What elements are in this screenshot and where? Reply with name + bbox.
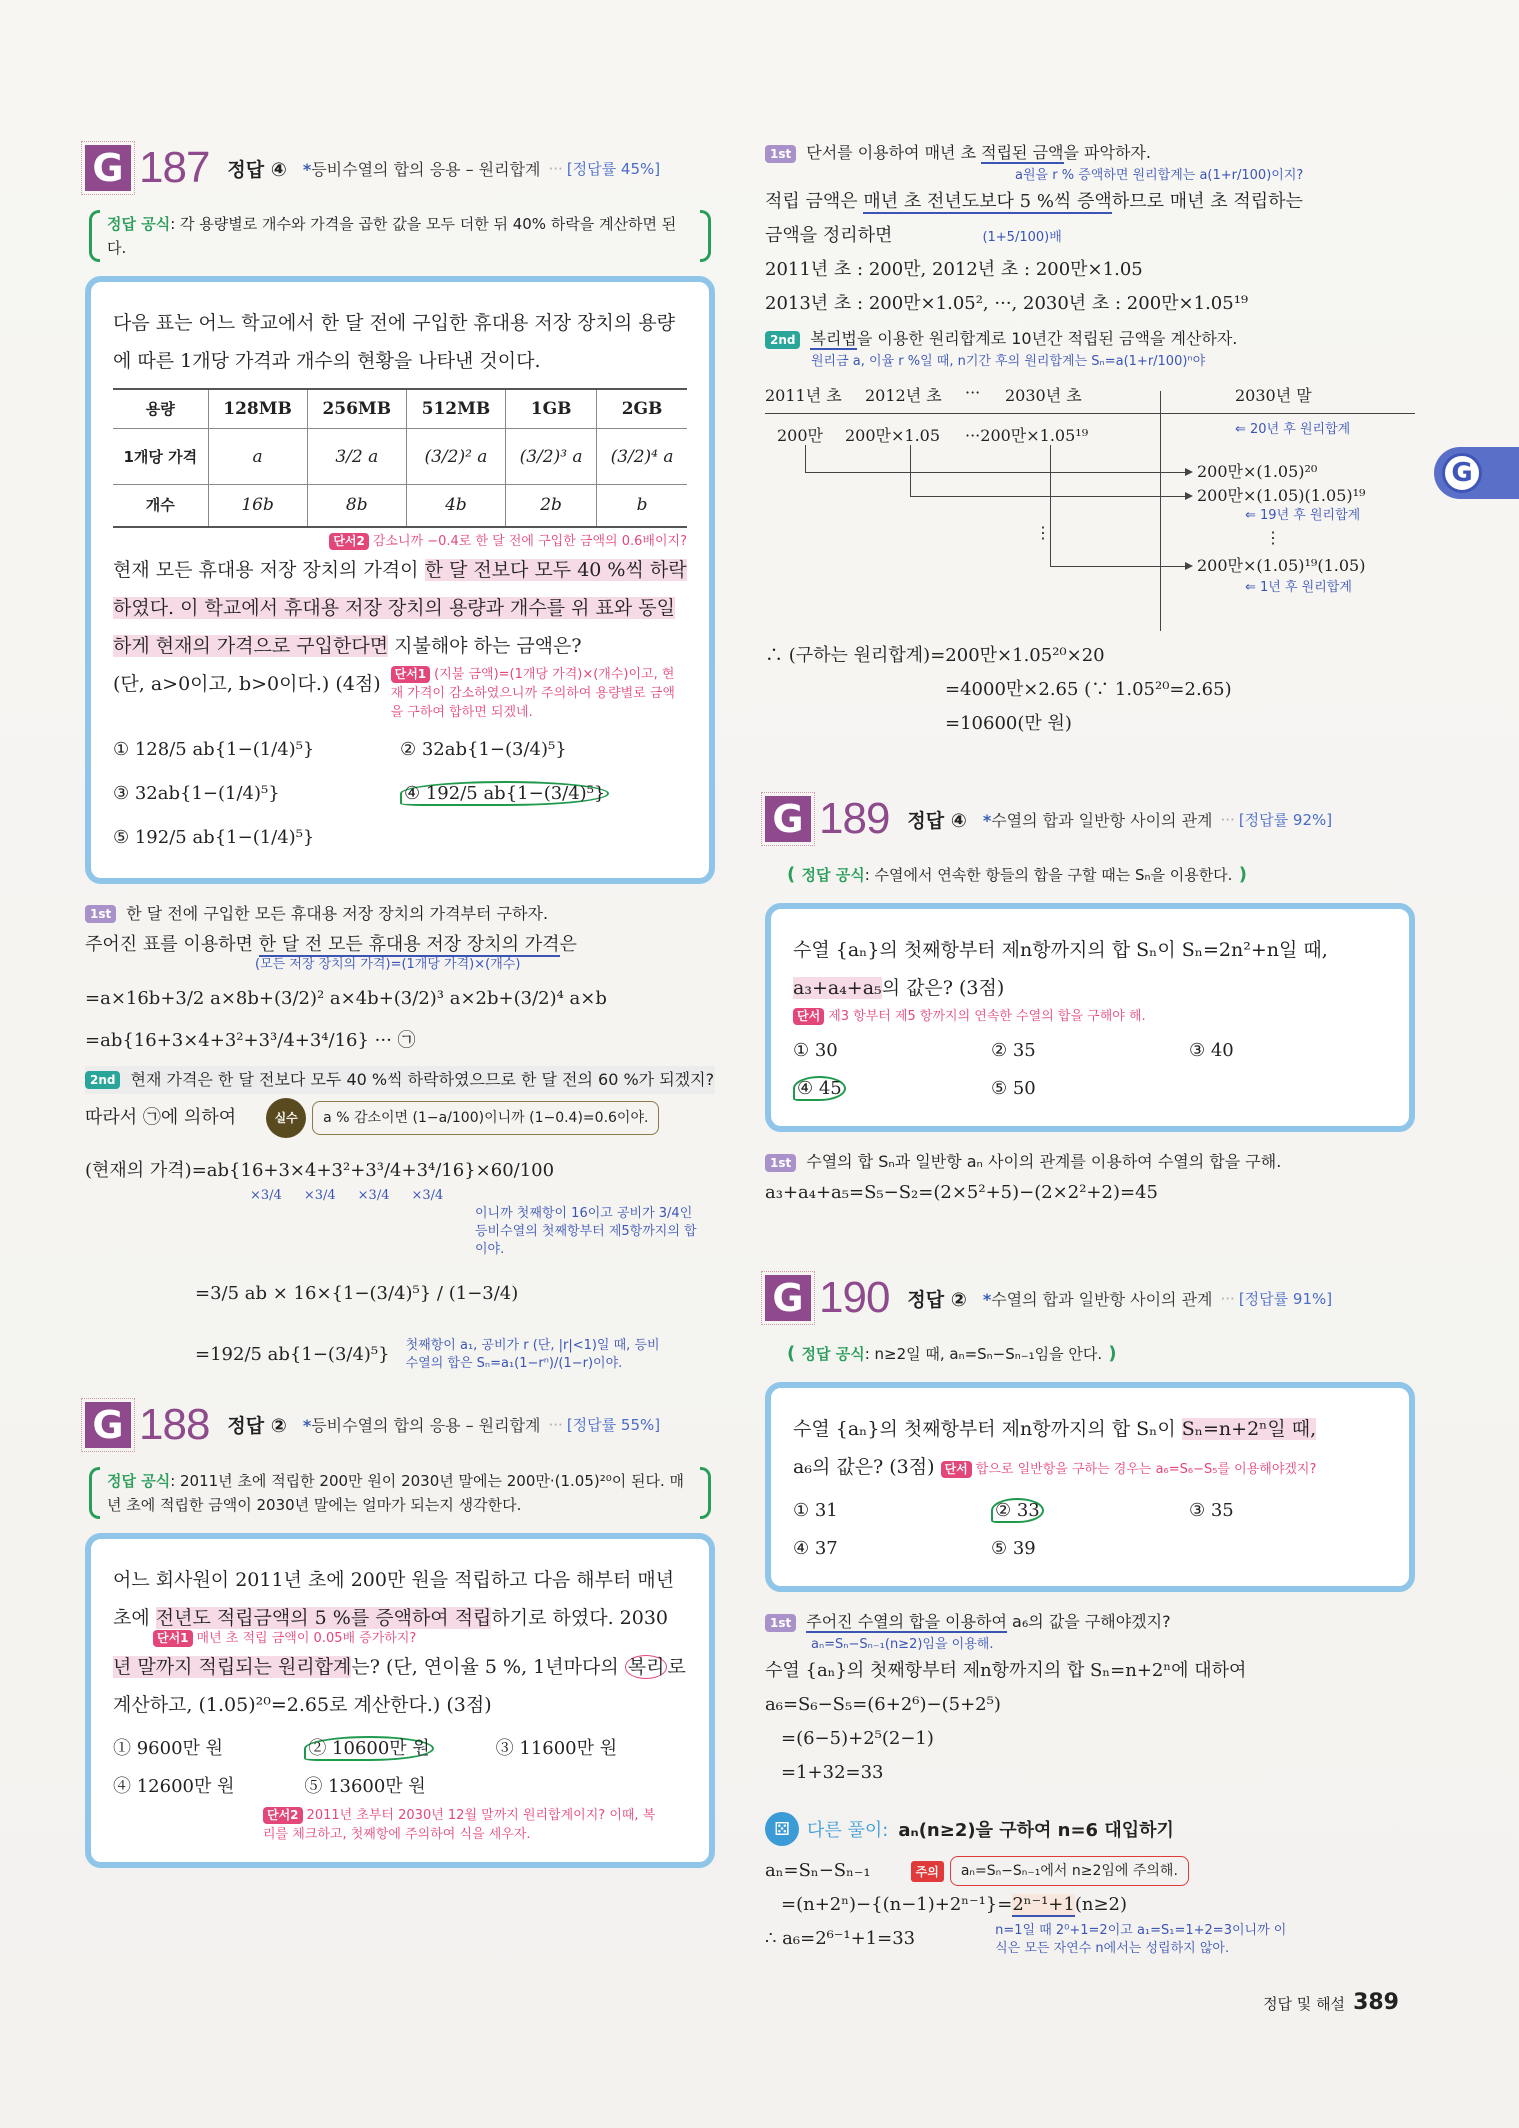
star-icon: *	[982, 1289, 992, 1309]
correct-rate: ··· [정답률 45%]	[548, 159, 661, 178]
correct-circle-mark: ② 33	[991, 1498, 1044, 1523]
table-row-price: 1개당 가격 a 3/2 a (3/2)² a (3/2)³ a (3/2)⁴ a	[113, 429, 687, 485]
topic: *수열의 합과 일반항 사이의 관계	[982, 1289, 1213, 1309]
correct-circle-mark: ② 10600만 원	[304, 1736, 433, 1761]
step-1: 1st 주어진 수열의 합을 이용하여 a₆의 값을 구해야겠지?	[765, 1608, 1415, 1636]
g-circle-icon: G	[1442, 453, 1482, 493]
answer-formula: 정답 공식: 각 용량별로 개수와 가격을 곱한 값을 모두 더한 뒤 40% 하락을 계산하면 된다.	[85, 210, 715, 262]
equation: a₃+a₄+a₅=S₅−S₂=(2×5²+5)−(2×2²+2)=45	[765, 1182, 1158, 1203]
correct-rate: ··· [정답률 55%]	[548, 1416, 661, 1434]
choices-189	[793, 1032, 1387, 1108]
solution-line: 2011년 초 : 200만, 2012년 초 : 200만×1.05	[765, 259, 1143, 280]
choice-1[interactable]: ① 9600만 원	[113, 1737, 224, 1759]
choice-1[interactable]: ① 128/5 ab{1−(1/4)⁵}	[113, 738, 315, 760]
capacity-table	[113, 388, 687, 528]
step-badge: 1st	[85, 905, 116, 923]
question-number: 188	[139, 1399, 210, 1449]
calc-line: =4000만×2.65 (∵ 1.05²⁰=2.65)	[945, 679, 1232, 700]
equation: =a×16b+3/2 a×8b+(3/2)² a×4b+(3/2)³ a×2b+(3/2)⁴ a×b	[85, 987, 607, 1009]
question-box-187	[85, 276, 715, 884]
solution-line: 주어진 표를 이용하면 한 달 전 모든 휴대용 저장 장치의 가격은	[85, 933, 577, 955]
timeline-label: 2012년 초	[865, 386, 942, 405]
final-row: =192/5 ab{1−(3/4)⁵} 첫째항이 a₁, 공비가 r (단, |r|<1)일 때, 등비수열의 합은 Sₙ=a₁(1−rⁿ)/(1−r)이야.	[195, 1337, 715, 1373]
question-number: 190	[819, 1273, 890, 1322]
step-2: 2nd 복리법을 이용한 원리합계로 10년간 적립된 금액을 계산하자.	[765, 325, 1415, 353]
solution-line: 수열 {aₙ}의 첫째항부터 제n항까지의 합 Sₙ=n+2ⁿ에 대하여	[765, 1660, 1247, 1681]
choices-190	[793, 1492, 1387, 1568]
page-footer	[1263, 1990, 1399, 2015]
hint-1: 단서1 매년 초 적립 금액이 0.05배 증가하지?	[153, 1629, 687, 1648]
topic: *등비수열의 합의 응용 – 원리합계	[302, 159, 541, 179]
question-box-190	[765, 1382, 1415, 1592]
choice-2-correct[interactable]	[304, 1730, 495, 1768]
question-text: 현재 모든 휴대용 저장 장치의 가격이 한 달 전보다 모두 40 %씩 하락하였다. 이 학교에서 휴대용 저장 장치의 용량과 개수를 위 표와 동일하게 현재의 가격으로 구입한다면 지불해야 하는 금액은?	[113, 558, 687, 657]
timeline-label: ···	[965, 383, 981, 402]
timeline-label: 2030년 말	[1235, 386, 1312, 405]
answer-formula: 정답 공식: 2011년 초에 적립한 200만 원이 2030년 말에는 200만·(1.05)²⁰이 된다. 매년 초에 적립한 금액이 2030년 말에는 얼마가 되는지 생각한다.	[85, 1467, 715, 1519]
step-2: 2nd 현재 가격은 한 달 전보다 모두 40 %씩 하락하였으므로 한 달 전의 60 %가 되겠지?	[85, 1066, 715, 1094]
choice-4-correct[interactable]	[793, 1070, 991, 1108]
step-badge: 2nd	[765, 331, 800, 349]
equation: =(6−5)+2⁵(2−1)	[781, 1728, 934, 1749]
question-condition-row: (단, a>0이고, b>0이다.) (4점) 단서1 (지불 금액)=(1개당 가격)×(개수)이고, 현재 가격이 감소하였으니까 주의하여 용량별로 금액을 구하여 합하면 되겠네.	[113, 665, 687, 722]
arrow-head-icon	[1185, 492, 1193, 500]
choice-4[interactable]: ④ 37	[793, 1538, 838, 1559]
q187-header	[85, 140, 715, 196]
equation: a₆=S₆−S₅=(6+2⁶)−(5+2⁵)	[765, 1694, 1001, 1715]
calc-line: ∴ (구하는 원리합계)=200만×1.05²⁰×20	[765, 645, 1105, 666]
q190-header	[765, 1270, 1415, 1326]
choices-188	[113, 1730, 687, 1806]
hint: 단서 합으로 일반항을 구하는 경우는 a₆=S₆−S₅를 이용해야겠지?	[941, 1462, 1317, 1477]
caution-callout: 주의 aₙ=Sₙ−Sₙ₋₁에서 n≥2임에 주의해.	[911, 1856, 1189, 1886]
q188-header	[85, 1397, 715, 1453]
footer-section: 정답 및 해설	[1263, 1995, 1346, 2013]
answer-label: 정답 ②	[227, 1415, 287, 1437]
caution-icon: 주의	[911, 1861, 944, 1882]
choice-5[interactable]: ⑤ 50	[991, 1078, 1036, 1099]
equation: =(n+2ⁿ)−{(n−1)+2ⁿ⁻¹}=2ⁿ⁻¹+1(n≥2)	[781, 1894, 1127, 1915]
g-chapter-icon: G	[765, 1275, 811, 1321]
sum-note: 첫째항이 a₁, 공비가 r (단, |r|<1)일 때, 등비수열의 합은 Sₙ=a₁(1−rⁿ)/(1−r)이야.	[405, 1337, 660, 1371]
g-chapter-icon: G	[765, 796, 811, 842]
solution-line: 적립 금액은 매년 초 전년도보다 5 %씩 증액하므로 매년 초 적립하는	[765, 191, 1303, 212]
choice-3[interactable]: ③ 35	[1189, 1500, 1234, 1521]
calc-line: =10600(만 원)	[945, 713, 1072, 734]
g-chapter-icon: G	[85, 145, 131, 191]
table-row-count: 개수 16b 8b 4b 2b b	[113, 485, 687, 527]
question-text-cont: 년 말까지 적립되는 원리합계는? (단, 연이율 5 %, 1년마다의 복리 로 계산하고, (1.05)²⁰=2.65로 계산한다.) (3점)	[113, 1655, 686, 1716]
choice-1[interactable]: ① 31	[793, 1500, 838, 1521]
ratio-note: 이니까 첫째항이 16이고 공비가 3/4인 등비수열의 첫째항부터 제5항까지의 합이야.	[475, 1205, 697, 1257]
answer-label: 정답 ④	[227, 158, 287, 181]
question-text: 수열 {aₙ}의 첫째항부터 제n항까지의 합 Sₙ이 Sₙ=2n²+n일 때,	[793, 939, 1328, 961]
step-badge: 1st	[765, 145, 796, 163]
equation: (현재의 가격)=ab{16+3×4+3²+3³/4+3⁴/16}×60/100	[85, 1159, 555, 1181]
star-icon: *	[982, 810, 992, 830]
hint-2: 단서2 감소니까 −0.4로 한 달 전에 구입한 금액의 0.6배이지?	[113, 532, 687, 551]
answer-formula: ( 정답 공식: 수열에서 연속한 항들의 합을 구할 때는 Sₙ을 이용한다. )	[787, 864, 1247, 885]
correct-rate: ··· [정답률 92%]	[1220, 810, 1333, 829]
question-intro: 다음 표는 어느 학교에서 한 달 전에 구입한 휴대용 저장 장치의 용량에 따른 1개당 가격과 개수의 현황을 나타낸 것이다.	[113, 312, 675, 372]
question-text-cont: a₃+a₄+a₅의 값은? (3점)	[793, 977, 1005, 999]
step-note: aₙ=Sₙ−Sₙ₋₁(n≥2)임을 이용해.	[811, 1637, 994, 1652]
correct-circle-mark: ④ 192/5 ab{1−(3/4)⁵}	[400, 781, 609, 806]
arrow-line	[1050, 445, 1185, 567]
table-header-row: 용량 128MB 256MB 512MB 1GB 2GB	[113, 389, 687, 429]
question-box-188	[85, 1533, 715, 1868]
choice-2[interactable]: ② 32ab{1−(3/4)⁵}	[400, 738, 567, 760]
choice-3[interactable]: ③ 32ab{1−(1/4)⁵}	[113, 782, 280, 804]
alternative-solution: ⚄ 다른 풀이: aₙ(n≥2)을 구하여 n=6 대입하기	[765, 1812, 1415, 1846]
correct-circle-mark: ④ 45	[793, 1076, 846, 1101]
choice-1[interactable]: ① 30	[793, 1040, 838, 1061]
topic: *등비수열의 합의 응용 – 원리합계	[302, 1416, 541, 1435]
alt-row: aₙ=Sₙ−Sₙ₋₁ 주의 aₙ=Sₙ−Sₙ₋₁에서 n≥2임에 주의해.	[765, 1854, 1415, 1888]
hint: 단서 제3 항부터 제5 항까지의 연속한 수열의 합을 구해야 해.	[793, 1007, 1387, 1026]
choice-2-correct[interactable]	[991, 1492, 1189, 1530]
solution-line: 금액을 정리하면 (1+5/100)배	[765, 225, 1062, 246]
mistake-icon: 실수	[266, 1098, 306, 1138]
mistake-row: 따라서 ㉠에 의하여 실수 a % 감소이면 (1−a/100)이니까 (1−0.4)=0.6이야.	[85, 1098, 715, 1138]
choice-4[interactable]: ④ 12600만 원	[113, 1775, 235, 1797]
page-number: 389	[1353, 1990, 1399, 2015]
step-note: (모든 저장 장치의 가격)=(1개당 가격)×(개수)	[255, 956, 521, 972]
q189-header	[765, 791, 1415, 847]
choice-5[interactable]: ⑤ 13600만 원	[304, 1775, 426, 1797]
question-text: 수열 {aₙ}의 첫째항부터 제n항까지의 합 Sₙ이 Sₙ=n+2ⁿ일 때,	[793, 1418, 1317, 1440]
choice-5[interactable]: ⑤ 192/5 ab{1−(1/4)⁵}	[113, 826, 315, 848]
question-text-cont: a₆의 값은? (3점) 단서 합으로 일반항을 구하는 경우는 a₆=S₆−S₅를 이용해야겠지?	[793, 1456, 1317, 1478]
right-column	[765, 135, 1415, 1958]
question-box-189	[765, 903, 1415, 1132]
equation: =3/5 ab × 16×{1−(3/4)⁵} / (1−3/4)	[195, 1282, 519, 1304]
equation: =ab{16+3×4+3²+3³/4+3⁴/16} ··· ㉠	[85, 1029, 416, 1051]
choice-4-correct[interactable]	[400, 772, 687, 816]
chapter-side-tab[interactable]	[1434, 447, 1519, 499]
hint-2: 단서2 2011년 초부터 2030년 12월 말까지 원리합계이지? 이때, 복리를 체크하고, 첫째항에 주의하여 식을 세우자.	[263, 1807, 656, 1842]
g-chapter-icon: G	[85, 1402, 131, 1448]
step-badge: 2nd	[85, 1071, 120, 1089]
step-badge: 1st	[765, 1614, 796, 1632]
equation: =1+32=33	[781, 1762, 884, 1783]
step-note: 원리금 a, 이율 r %일 때, n기간 후의 원리합계는 Sₙ=a(1+r/100)ⁿ야	[811, 354, 1206, 369]
arrow-head-icon	[1185, 562, 1193, 570]
timeline-axis	[765, 413, 1415, 414]
left-column	[85, 140, 715, 1884]
alt-final-row: ∴ a₆=2⁶⁻¹+1=33 n=1일 때 2⁰+1=2이고 a₁=S₁=1+2=3이니까 이 식은 모든 자연수 n에서는 성립하지 않아.	[765, 1922, 1415, 1958]
answer-label: 정답 ④	[907, 809, 967, 832]
choice-2[interactable]: ② 35	[991, 1040, 1036, 1061]
step-badge: 1st	[765, 1154, 796, 1172]
answer-label: 정답 ②	[907, 1288, 967, 1311]
solution-line: 2013년 초 : 200만×1.05², ···, 2030년 초 : 200만×1.05¹⁹	[765, 293, 1249, 314]
step-1: 1st 수열의 합 Sₙ과 일반항 aₙ 사이의 관계를 이용하여 수열의 합을 구해.	[765, 1148, 1415, 1176]
star-icon: *	[302, 159, 312, 179]
ratio-marks: ×3/4 ×3/4 ×3/4 ×3/4	[250, 1187, 444, 1203]
choice-3[interactable]: ③ 40	[1189, 1040, 1234, 1061]
hint-1: 단서1 (지불 금액)=(1개당 가격)×(개수)이고, 현재 가격이 감소하였으니까 주의하여 용량별로 금액을 구하여 합하면 되겠네.	[390, 666, 675, 720]
step-1: 1st 한 달 전에 구입한 모든 휴대용 저장 장치의 가격부터 구하자.	[85, 900, 715, 928]
question-number: 187	[139, 143, 210, 192]
step-note: a원을 r % 증액하면 원리합계는 a(1+r/100)이지?	[1015, 168, 1304, 183]
dice-icon: ⚄	[765, 1812, 799, 1846]
star-icon: *	[302, 1416, 312, 1435]
timeline-diagram: 2011년 초 2012년 초 ··· 2030년 초 2030년 말 200만 200만×1.05 ···200만×1.05¹⁹ ⇐ 20년 후 원리합계 200만×(1.05)²⁰ 200만×(1.05)(1.05)¹⁹ ⇐ 19년 후 원리합계 ⋮ ⋮ 200만×(1.05)¹⁹(1.05) ⇐ 1년 후 원리합계	[765, 383, 1415, 633]
choices-187	[113, 728, 687, 860]
mistake-callout: 실수 a % 감소이면 (1−a/100)이니까 (1−0.4)=0.6이야.	[266, 1098, 659, 1138]
topic: *수열의 합과 일반항 사이의 관계	[982, 810, 1213, 830]
timeline-label: 2030년 초	[1005, 386, 1082, 405]
choice-5[interactable]: ⑤ 39	[991, 1538, 1036, 1559]
arrow-head-icon	[1185, 468, 1193, 476]
alt-note: n=1일 때 2⁰+1=2이고 a₁=S₁=1+2=3이니까 이 식은 모든 자연수 n에서는 성립하지 않아.	[995, 1923, 1287, 1956]
circled-compound: 복리	[625, 1655, 668, 1679]
correct-rate: ··· [정답률 91%]	[1220, 1289, 1333, 1308]
question-text: 어느 회사원이 2011년 초에 200만 원을 적립하고 다음 해부터 매년 초에 전년도 적립금액의 5 %를 증액하여 적립하기로 하였다. 2030	[113, 1568, 675, 1629]
timeline-label: 2011년 초	[765, 386, 842, 405]
question-number: 189	[819, 794, 890, 843]
step-1: 1st 단서를 이용하여 매년 초 적립된 금액을 파악하자.	[765, 139, 1415, 167]
choice-3[interactable]: ③ 11600만 원	[495, 1737, 618, 1759]
answer-formula: ( 정답 공식: n≥2일 때, aₙ=Sₙ−Sₙ₋₁임을 안다. )	[787, 1343, 1117, 1364]
